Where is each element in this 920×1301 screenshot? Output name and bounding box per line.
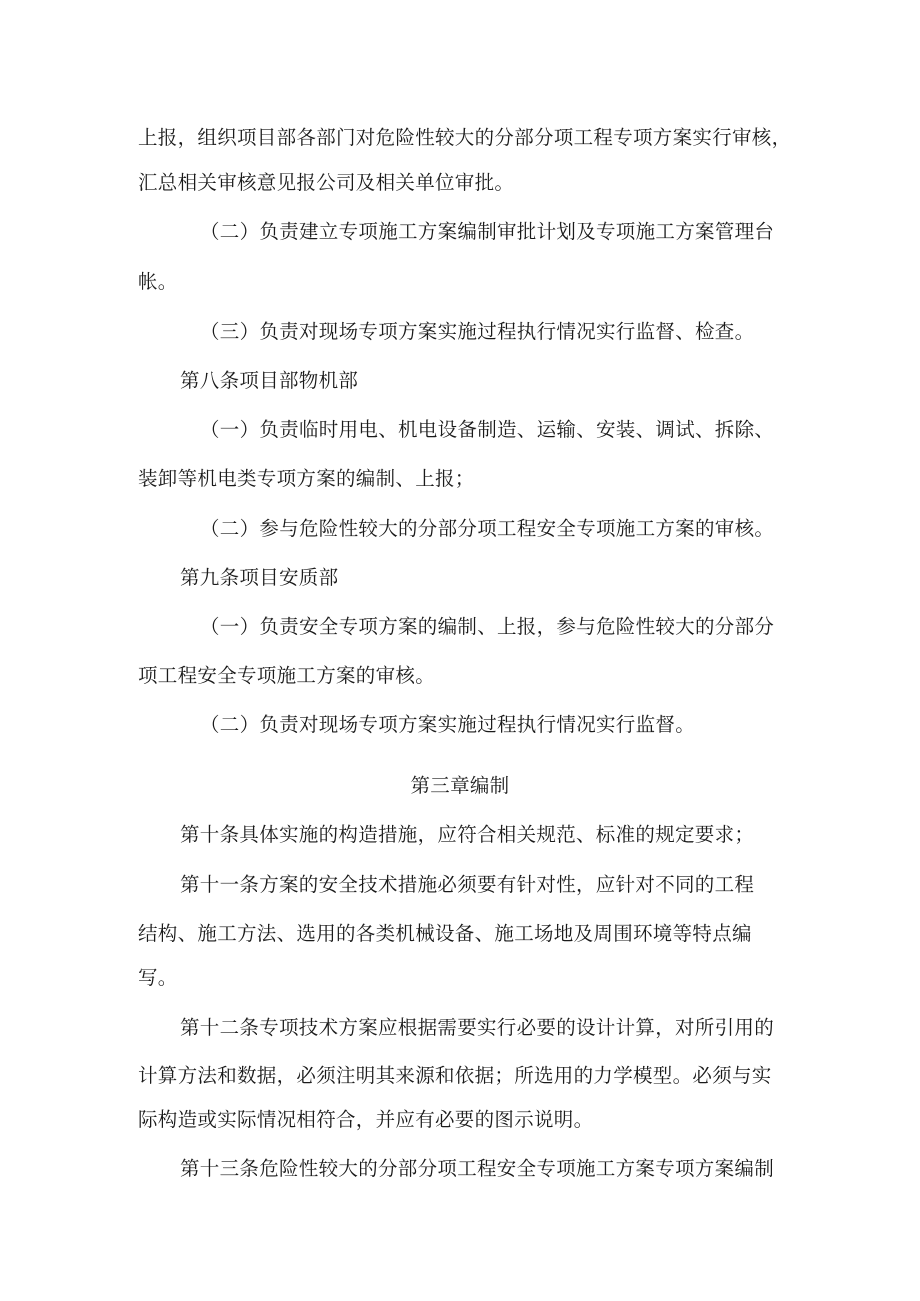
paragraph-line: 帐。 — [138, 270, 178, 293]
paragraph-line: 汇总相关审核意见报公司及相关单位审批。 — [138, 171, 515, 194]
paragraph-line: 结构、施工方法、选用的各类机械设备、施工场地及周围环境等特点编 — [138, 922, 752, 945]
paragraph-line: 计算方法和数据，必须注明其来源和依据；所选用的力学模型。必须与实 — [138, 1064, 772, 1087]
paragraph-line: 第十二条专项技术方案应根据需要实行必要的设计计算，对所引用的 — [180, 1016, 775, 1039]
paragraph-line: 际构造或实际情况相符合，并应有必要的图示说明。 — [138, 1108, 594, 1131]
paragraph-line: （三）负责对现场专项方案实施过程执行情况实行监督、检查。 — [200, 320, 755, 343]
paragraph-line: 第十一条方案的安全技术措施必须要有针对性，应针对不同的工程 — [180, 873, 755, 896]
section-heading: 第八条项目部物机部 — [180, 369, 359, 392]
paragraph-line: 上报，组织项目部各部门对危险性较大的分部分项工程专项方案实行审核， — [138, 126, 792, 149]
chapter-title: 第三章编制 — [410, 774, 510, 797]
paragraph-line: （一）负责临时用电、机电设备制造、运输、安装、调试、拆除、 — [200, 418, 775, 441]
paragraph-line: 第十条具体实施的构造措施，应符合相关规范、标准的规定要求； — [180, 823, 755, 846]
paragraph-line: 项工程安全专项施工方案的审核。 — [138, 664, 436, 687]
paragraph-line: （二）参与危险性较大的分部分项工程安全专项施工方案的审核。 — [200, 517, 775, 540]
paragraph-line: （一）负责安全专项方案的编制、上报，参与危险性较大的分部分 — [200, 615, 775, 638]
paragraph-line: 第十三条危险性较大的分部分项工程安全专项施工方案专项方案编制 — [180, 1157, 775, 1180]
paragraph-line: 写。 — [138, 966, 178, 989]
section-heading: 第九条项目安质部 — [180, 566, 339, 589]
paragraph-line: 装卸等机电类专项方案的编制、上报； — [138, 467, 475, 490]
paragraph-line: （二）负责对现场专项方案实施过程执行情况实行监督。 — [200, 713, 696, 736]
paragraph-line: （二）负责建立专项施工方案编制审批计划及专项施工方案管理台 — [200, 220, 775, 243]
